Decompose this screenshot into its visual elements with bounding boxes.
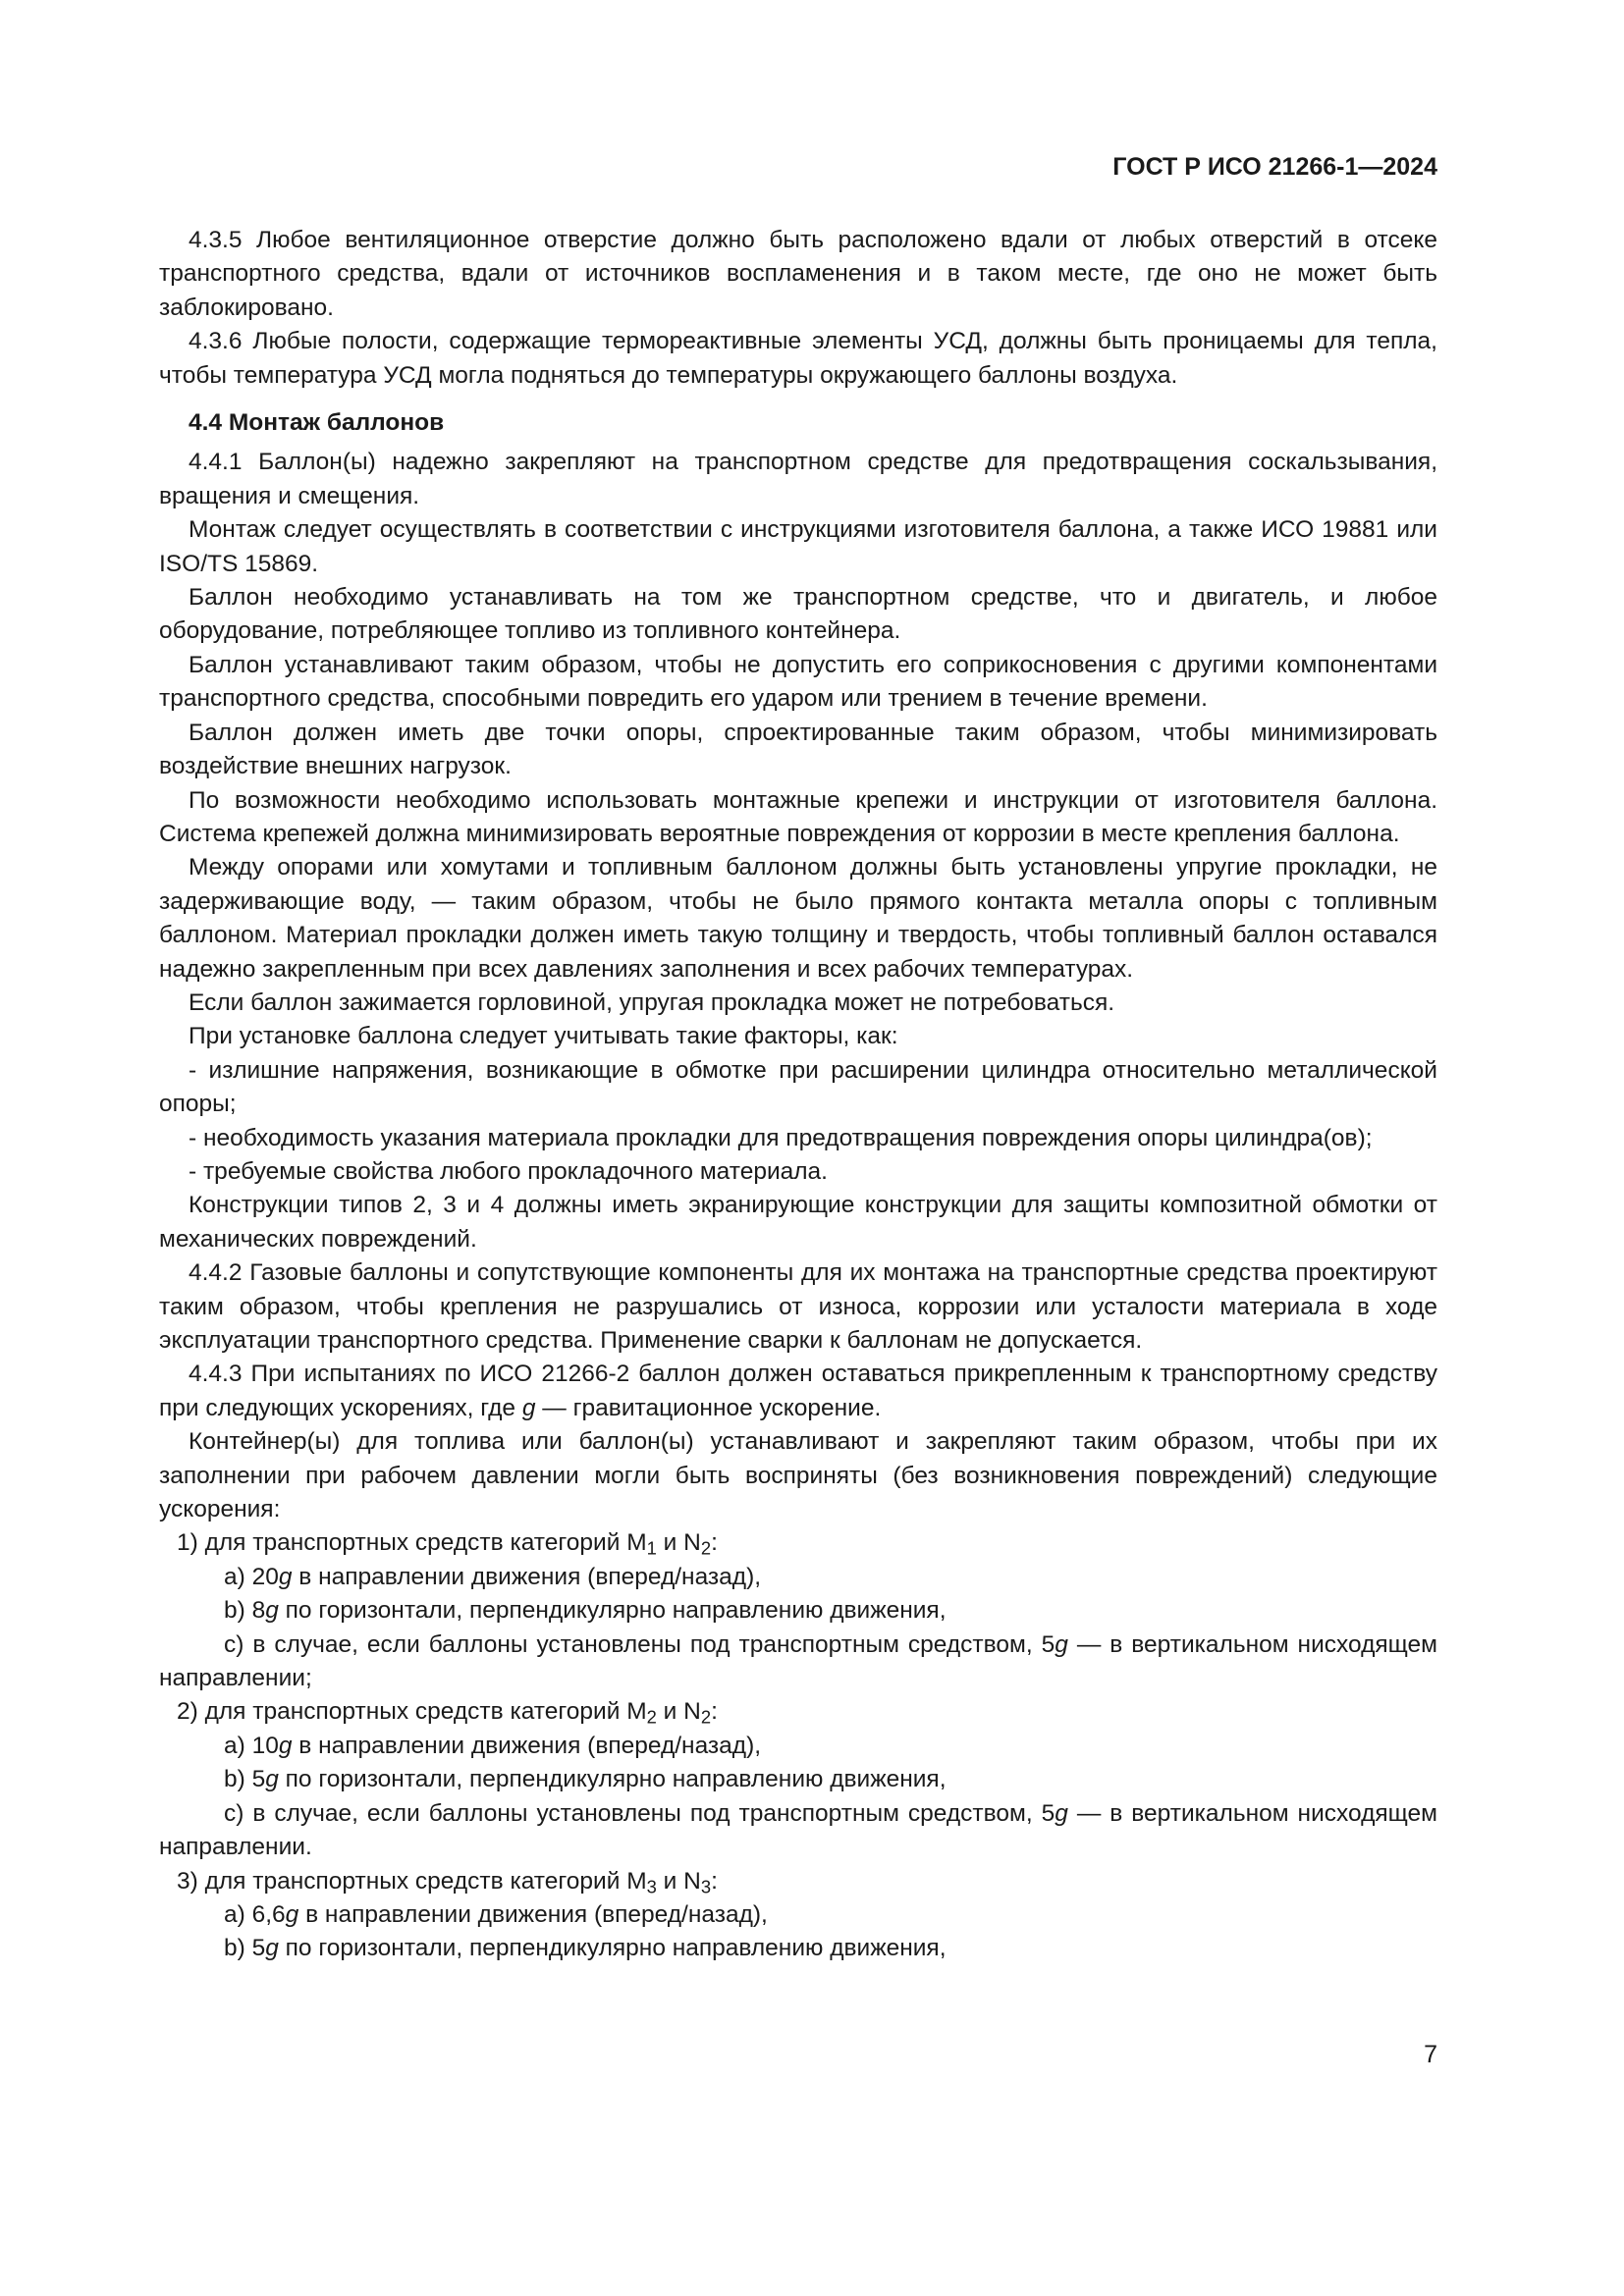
paragraph: Контейнер(ы) для топлива или баллон(ы) устанавливают и закрепляют таким образом, чтобы при их заполнении при рабочем давлении могли быть восприняты (без возникновения повреждений) следующие ускорения: bbox=[159, 1428, 1437, 1523]
paragraph: При установке баллона следует учитывать такие факторы, как: bbox=[189, 1023, 898, 1050]
list-item-2c: c) в случае, если баллоны установлены под транспортным средством, 5g — в вертикальном нисходящем направлении. bbox=[159, 1799, 1437, 1861]
list-item-1a: a) 20g в направлении движения (вперед/назад), bbox=[224, 1563, 762, 1590]
paragraph: Между опорами или хомутами и топливным баллоном должны быть установлены упругие прокладки, не задерживающие воду, — таким образом, чтобы не было прямого контакта металла опоры с топливным баллоном. Материал прокладки должен иметь такую толщину и твердость, чтобы топливный баллон оставался надежно закрепленным при всех давлениях заполнения и всех рабочих температурах. bbox=[159, 854, 1437, 983]
bullet-item: - необходимость указания материала прокладки для предотвращения повреждения опоры цилиндра(ов); bbox=[189, 1124, 1373, 1151]
list-item-3: 3) для транспортных средств категорий $M_3$ и $N_3$: bbox=[177, 1867, 718, 1897]
clause-4-3-6: 4.3.6 Любые полости, содержащие термореактивные элементы УСД, должны быть проницаемы для тепла, чтобы температура УСД могла подняться до температуры окружающего баллоны воздуха. bbox=[159, 328, 1437, 389]
list-item-2: 2) для транспортных средств категорий $M_2$ и $N_2$: bbox=[177, 1698, 718, 1729]
bullet-item: - излишние напряжения, возникающие в обмотке при расширении цилиндра относительно металлической опоры; bbox=[159, 1056, 1437, 1118]
list-item-1b: b) 8g по горизонтали, перпендикулярно направлению движения, bbox=[224, 1597, 947, 1625]
paragraph: Если баллон зажимается горловиной, упругая прокладка может не потребоваться. bbox=[189, 988, 1115, 1016]
paragraph: Конструкции типов 2, 3 и 4 должны иметь экранирующие конструкции для защиты композитной обмотки от механических повреждений. bbox=[159, 1192, 1437, 1253]
list-item-2b: b) 5g по горизонтали, перпендикулярно направлению движения, bbox=[224, 1766, 947, 1793]
clause-4-4-3: 4.4.3 При испытаниях по ИСО 21266-2 баллон должен оставаться прикрепленным к транспортному средству при следующих ускорениях, где g — гравитационное ускорение. bbox=[159, 1361, 1437, 1421]
list-item-2a: a) 10g в направлении движения (вперед/назад), bbox=[224, 1732, 762, 1759]
section-heading-4-4: 4.4 Монтаж баллонов bbox=[189, 409, 445, 437]
page-number: 7 bbox=[1424, 2041, 1437, 2068]
paragraph: Монтаж следует осуществлять в соответствии с инструкциями изготовителя баллона, а также ИСО 19881 или ISO/TS 15869. bbox=[159, 516, 1437, 577]
document-code: ГОСТ Р ИСО 21266-1—2024 bbox=[1112, 153, 1437, 181]
paragraph: Баллон устанавливают таким образом, чтобы не допустить его соприкосновения с другими компонентами транспортного средства, способными повредить его ударом или трением в течение времени. bbox=[159, 651, 1437, 713]
clause-4-4-1: 4.4.1 Баллон(ы) надежно закрепляют на транспортном средстве для предотвращения соскальзывания, вращения и смещения. bbox=[159, 449, 1437, 509]
paragraph: Баллон необходимо устанавливать на том же транспортном средстве, что и двигатель, и любое оборудование, потребляющее топливо из топливного контейнера. bbox=[159, 584, 1437, 645]
list-item-3b: b) 5g по горизонтали, перпендикулярно направлению движения, bbox=[224, 1935, 947, 1962]
bullet-item: - требуемые свойства любого прокладочного материала. bbox=[189, 1157, 828, 1185]
list-item-1c: c) в случае, если баллоны установлены под транспортным средством, 5g — в вертикальном нисходящем направлении; bbox=[159, 1630, 1437, 1692]
list-item-1: 1) для транспортных средств категорий $M_1$ и $N_2$: bbox=[177, 1529, 718, 1560]
page-body bbox=[159, 224, 1437, 1966]
list-item-3a: a) 6,6g в направлении движения (вперед/назад), bbox=[224, 1900, 768, 1928]
clause-4-3-5: 4.3.5 Любое вентиляционное отверстие должно быть расположено вдали от любых отверстий в отсеке транспортного средства, вдали от источников воспламенения и в таком месте, где оно не может быть заблокировано. bbox=[159, 227, 1437, 321]
clause-4-4-2: 4.4.2 Газовые баллоны и сопутствующие компоненты для их монтажа на транспортные средства проектируют таким образом, чтобы крепления не разрушались от износа, коррозии или усталости материала в ходе эксплуатации транспортного средства. Применение сварки к баллонам не допускается. bbox=[159, 1259, 1437, 1354]
paragraph: Баллон должен иметь две точки опоры, спроектированные таким образом, чтобы минимизировать воздействие внешних нагрузок. bbox=[159, 719, 1437, 780]
paragraph: По возможности необходимо использовать монтажные крепежи и инструкции от изготовителя баллона. Система крепежей должна минимизировать вероятные повреждения от коррозии в месте крепления баллона. bbox=[159, 786, 1437, 847]
